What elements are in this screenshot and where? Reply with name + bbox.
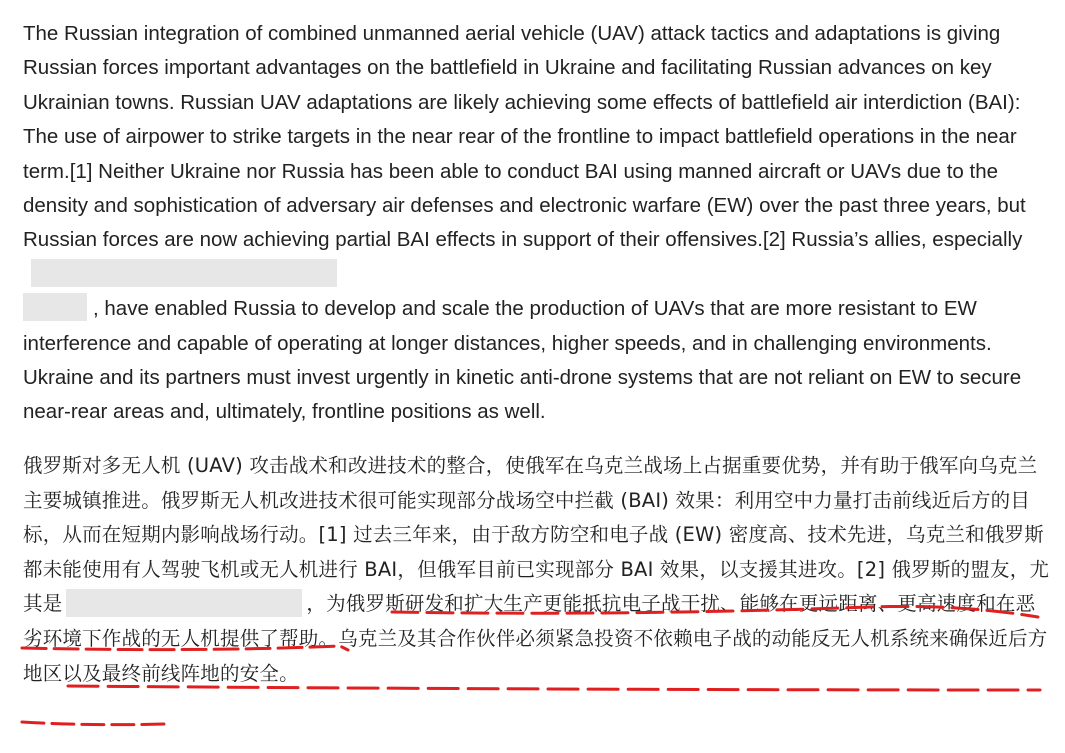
redaction-block bbox=[66, 589, 302, 617]
chinese-text-part2: ，为俄罗斯研发和扩大生产更能抵抗电子战干扰、能够在更远距离、更高速度和在恶劣环境下作战的无人机提供了帮助。乌克兰及其合作伙伴必须紧急投资不依赖电子战的动能反无人机系统来确保近后方地区以及最终前线阵地的安全。 bbox=[23, 592, 1048, 685]
redaction-block bbox=[23, 293, 87, 321]
english-paragraph bbox=[23, 17, 1053, 430]
english-text-part1: The Russian integration of combined unmanned aerial vehicle (UAV) attack tactics and adaptations is giving Russian forces important advantages on the battlefield in Ukraine and facilitating Russian advances on key Ukrainian towns. Russian UAV adaptations are likely achieving some effects of battlefield air interdiction (BAI): The use of airpower to strike targets in the near rear of the frontline to impact battlefield operations in the near term.[1] Neither Ukraine nor Russia has been able to conduct BAI using manned aircraft or UAVs due to the density and sophistication of adversary air defenses and electronic warfare (EW) over the past three years, but Russian forces are now achieving partial BAI effects in support of their offensives.[2] Russia’s allies, especially bbox=[23, 22, 1026, 252]
redaction-block bbox=[31, 259, 337, 287]
chinese-text-part1: 俄罗斯对多无人机 (UAV) 攻击战术和改进技术的整合，使俄军在乌克兰战场上占据重要优势，并有助于俄军向乌克兰主要城镇推进。俄罗斯无人机改进技术很可能实现部分战场空中拦截 (BAI) 效果：利用空中力量打击前线近后方的目标，从而在短期内影响战场行动。[1] 过去三年来，由于敌方防空和电子战 (EW) 密度高、技术先进，乌克兰和俄罗斯都未能使用有人驾驶飞机或无人机进行 BAI，但俄军目前已实现部分 BAI 效果，以支援其进攻。[2] 俄罗斯的盟友，尤其是 bbox=[23, 454, 1050, 616]
underline-stroke bbox=[22, 722, 165, 725]
english-text-part2: , have enabled Russia to develop and scale the production of UAVs that are more resistant to EW interference and capable of operating at longer distances, higher speeds, and in challenging environments. Ukraine and its partners must invest urgently in kinetic anti-drone systems that are not reliant on EW to secure near-rear areas and, ultimately, frontline positions as well. bbox=[23, 297, 1022, 424]
chinese-paragraph bbox=[23, 449, 1053, 691]
